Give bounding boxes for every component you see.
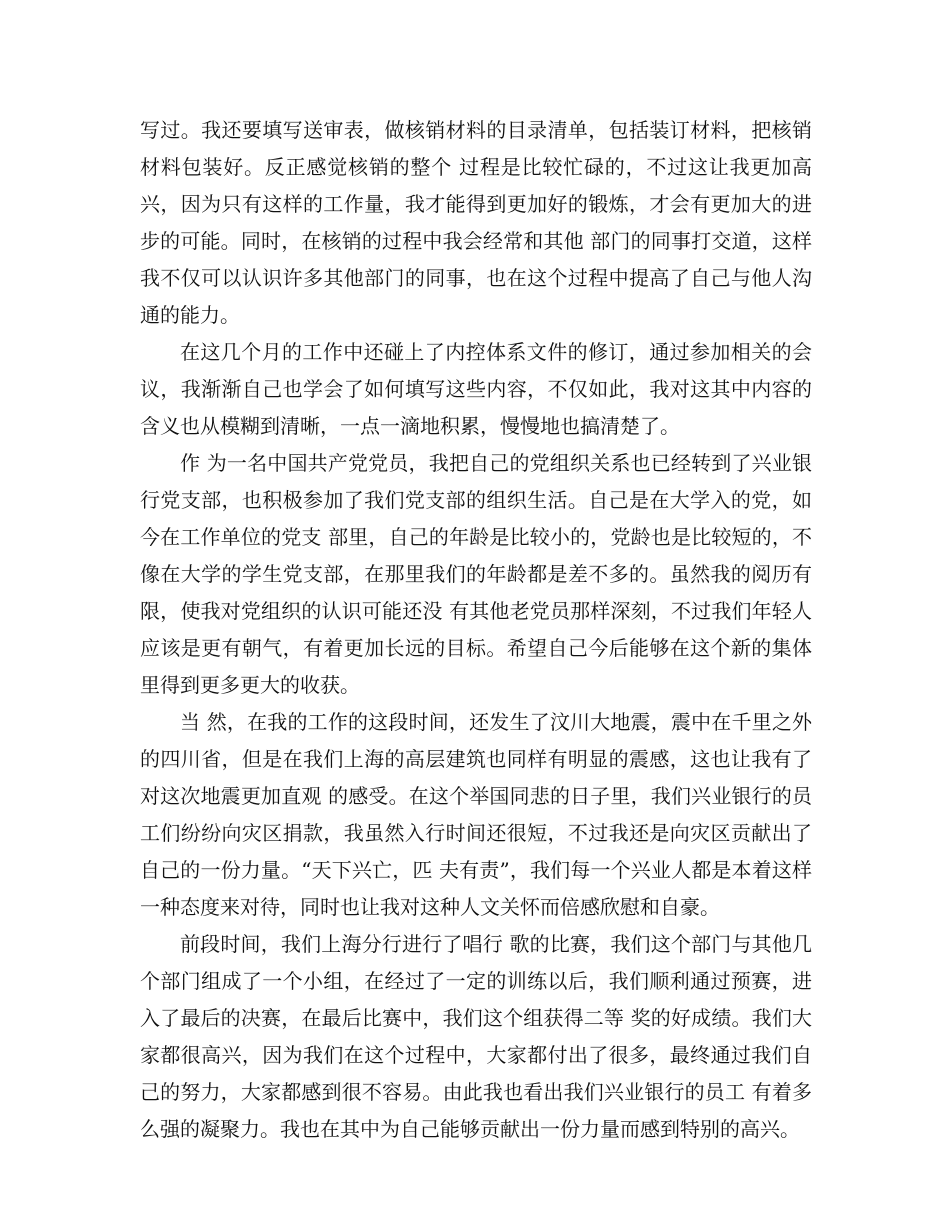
paragraph-3: 作 为一名中国共产党党员，我把自己的党组织关系也已经转到了兴业银行党支部，也积极参加了我们党支部的组织生活。自己是在大学入的党，如今在工作单位的党支 部里，自己的年龄是比较小的，党龄也是比较短的，不像在大学的学生党支部，在那里我们的年龄都是差不多的。虽然我的阅历有限，使我对党组织的认识可能还没 有其他老党员那样深刻，不过我们年轻人应该是更有朝气，有着更加长远的目标。希望自己今后能够在这个新的集体里得到更多更大的收获。 bbox=[140, 451, 812, 697]
document-body bbox=[140, 112, 812, 1148]
paragraph-2: 在这几个月的工作中还碰上了内控体系文件的修订，通过参加相关的会议，我渐渐自己也学会了如何填写这些内容，不仅如此，我对这其中内容的含义也从模糊到清晰，一点一滴地积累，慢慢地也搞清楚了。 bbox=[140, 340, 812, 438]
paragraph-1: 写过。我还要填写送审表，做核销材料的目录清单，包括装订材料，把核销材料包装好。反正感觉核销的整个 过程是比较忙碌的，不过这让我更加高兴，因为只有这样的工作量，我才能得到更加好的锻炼，才会有更加大的进步的可能。同时，在核销的过程中我会经常和其他 部门的同事打交道，这样我不仅可以认识许多其他部门的同事，也在这个过程中提高了自己与他人沟通的能力。 bbox=[140, 118, 812, 327]
paragraph-5: 前段时间，我们上海分行进行了唱行 歌的比赛，我们这个部门与其他几个部门组成了一个小组，在经过了一定的训练以后，我们顺利通过预赛，进入了最后的决赛，在最后比赛中，我们这个组获得二等 奖的好成绩。我们大家都很高兴，因为我们在这个过程中，大家都付出了很多，最终通过我们自己的努力，大家都感到很不容易。由此我也看出我们兴业银行的员工 有着多么强的凝聚力。我也在其中为自己能够贡献出一份力量而感到特别的高兴。 bbox=[140, 932, 812, 1141]
paragraph-4: 当 然，在我的工作的这段时间，还发生了汶川大地震，震中在千里之外的四川省，但是在我们上海的高层建筑也同样有明显的震感，这也让我有了对这次地震更加直观 的感受。在这个举国同悲的日子里，我们兴业银行的员工们纷纷向灾区捐款，我虽然入行时间还很短，不过我还是向灾区贡献出了自己的一份力量。“天下兴亡，匹 夫有责”，我们每一个兴业人都是本着这样一种态度来对待，同时也让我对这种人文关怀而倍感欣慰和自豪。 bbox=[140, 710, 812, 919]
